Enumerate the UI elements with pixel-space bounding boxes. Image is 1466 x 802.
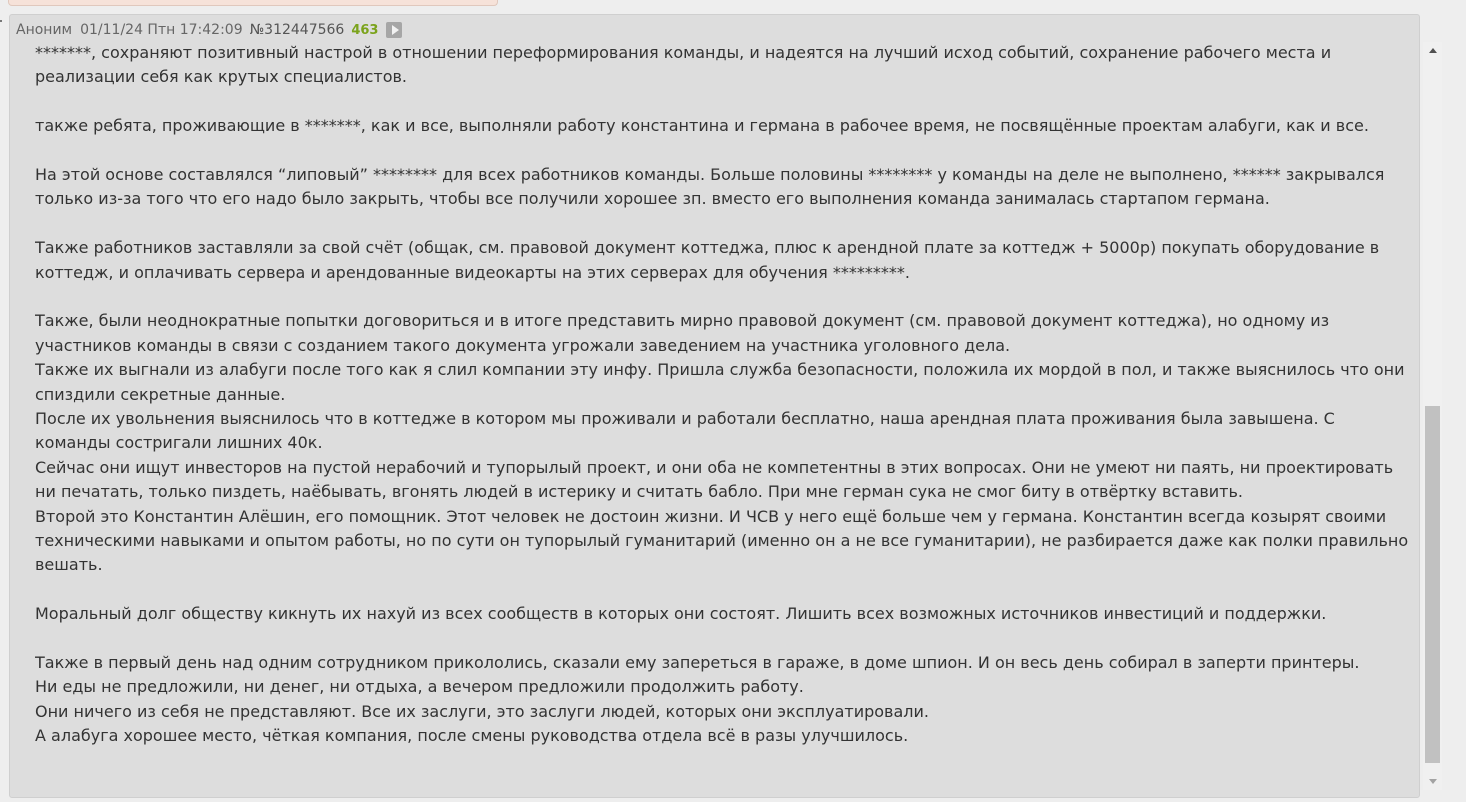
paragraph-gap [35, 285, 1415, 309]
post-paragraph: На этой основе составлялся “липовый” ******** для всех работников команды. Больше половины ******** у команды на деле не выполнено, ****** закрывался только из-за того что его надо было закрыть, чтобы все получили хорошее зп. вместо его выполнения команда занималась стартапом германа. [35, 165, 1390, 209]
post-date: 01/11/24 Птн 17:42:09 [80, 22, 243, 38]
post-container [9, 14, 1420, 798]
post-paragraph: Ни еды не предложили, ни денег, ни отдыха, а вечером предложили продолжить работу. [35, 677, 804, 697]
post-paragraph: Также, были неоднократные попытки договориться и в итоге представить мирно правовой документ (см. правовой документ коттеджа), но одному из участников команды в связи с созданием такого документа угрожали заведением на участника уголовного дела. [35, 311, 1335, 355]
post-paragraph: Второй это Константин Алёшин, его помощник. Этот человек не достоин жизни. И ЧСВ у него ещё больше чем у германа. Константин всегда козырят своими техническими навыками и опытом работы, но по сути он тупорылый гуманитарий (именно он а не все гуманитарии), не разбирается даже как полки правильно вешать. [35, 506, 1414, 575]
post-paragraph: А алабуга хорошее место, чёткая компания, после смены руководства отдела всё в разы улучшилось. [35, 726, 909, 746]
scroll-down-arrow-icon[interactable] [1423, 773, 1442, 790]
post-paragraph: Они ничего из себя не представляют. Все их заслуги, это заслуги людей, которых они эксплуатировали. [35, 701, 929, 721]
top-panel-edge [8, 0, 498, 6]
post-author: Аноним [16, 22, 73, 38]
post-header [16, 20, 402, 40]
paragraph-gap [35, 578, 1415, 602]
post-paragraph: После их увольнения выяснилось что в коттедже в котором мы проживали и работали бесплатно, наша арендная плата проживания была завышена. С команды состригали лишних 40к. [35, 409, 1340, 453]
reply-count[interactable]: 463 [351, 22, 379, 38]
scroll-thumb[interactable] [1425, 406, 1440, 763]
paragraph-gap [35, 212, 1415, 236]
post-paragraph: Также работников заставляли за свой счёт (общак, см. правовой документ коттеджа, плюс к арендной плате за коттедж + 5000р) покупать оборудование в коттедж, и оплачивать сервера и арендованные видеокарты на этих серверах для обучения *********. [35, 238, 1385, 282]
play-icon[interactable] [386, 22, 402, 38]
post-paragraph: также ребята, проживающие в *******, как и все, выполняли работу константина и германа в рабочее время, не посвящённые проектам алабуги, как и все. [35, 116, 1369, 136]
post-paragraph: *******, сохраняют позитивный настрой в отношении переформирования команды, и надеятся на лучший исход событий, сохранение рабочего места и реализации себя как крутых специалистов. [35, 43, 1337, 87]
post-paragraph: Сейчас они ищут инвесторов на пустой нерабочий и тупорылый проект, и они оба не компетентны в этих вопросах. Они не умеют ни паять, ни проектировать ни печатать, только пиздеть, наёбывать, вгонять людей в истерику и считать бабло. При мне герман сука не смог биту в отвёртку вставить. [35, 457, 1399, 502]
vertical-scrollbar[interactable] [1423, 42, 1442, 790]
post-body [35, 41, 1415, 791]
post-number[interactable]: №312447566 [249, 22, 345, 38]
post-paragraph: Также в первый день над одним сотрудником прикололись, сказали ему запереться в гараже, в доме шпион. И он весь день собирал в заперти принтеры. [35, 653, 1360, 673]
scroll-up-arrow-icon[interactable] [1423, 42, 1442, 59]
post-paragraph: Моральный долг обществу кикнуть их нахуй из всех сообществ в которых они состоят. Лишить всех возможных источников инвестиций и поддержки. [35, 604, 1327, 624]
paragraph-gap [35, 139, 1415, 163]
paragraph-gap [35, 627, 1415, 651]
paragraph-gap [35, 90, 1415, 114]
side-marker [0, 20, 2, 22]
post-paragraph: Также их выгнали из алабуги после того как я слил компании эту инфу. Пришла служба безопасности, положила их мордой в пол, и также выяснилось что они спиздили секретные данные. [35, 360, 1410, 404]
